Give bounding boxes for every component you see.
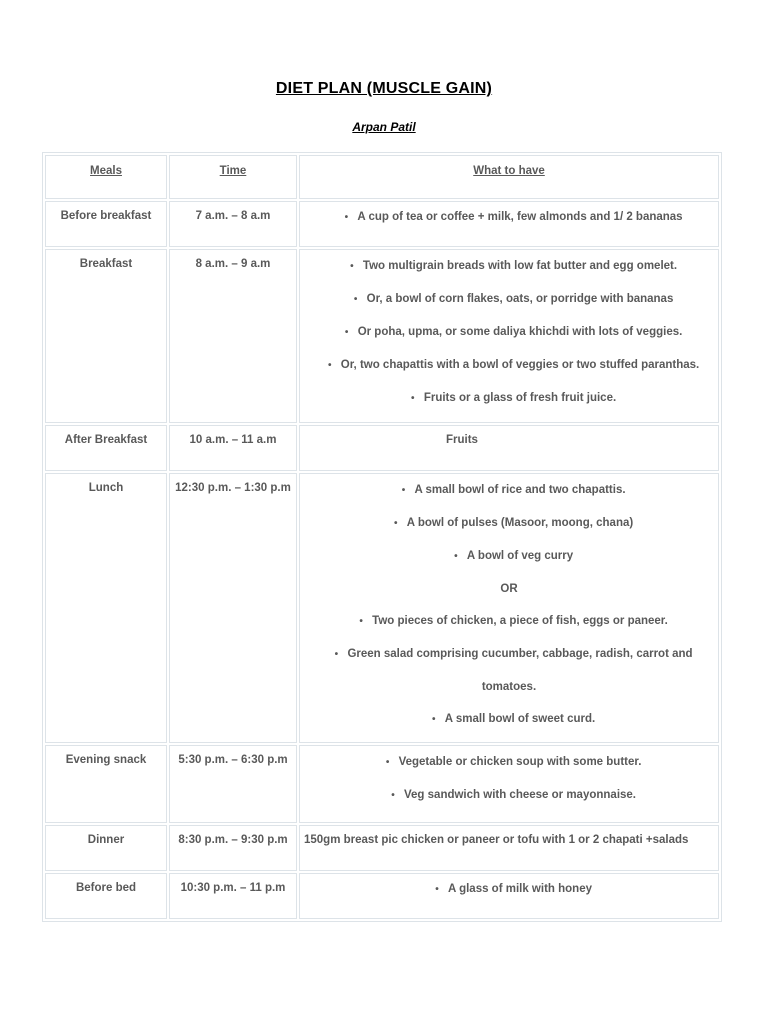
meal-label: Lunch bbox=[88, 482, 124, 494]
food-cell bbox=[299, 425, 719, 471]
header-time: Time bbox=[169, 155, 297, 199]
food-item bbox=[300, 540, 718, 573]
food-item-text: Two pieces of chicken, a piece of fish, eggs or paneer. bbox=[372, 615, 668, 627]
food-item-text: A small bowl of sweet curd. bbox=[444, 713, 596, 725]
or-separator bbox=[300, 573, 718, 605]
header-what-to-have: What to have bbox=[299, 155, 719, 199]
time-cell bbox=[169, 745, 297, 823]
table-row bbox=[45, 425, 719, 471]
time-cell bbox=[169, 473, 297, 743]
food-cell bbox=[299, 873, 719, 919]
food-item-text: Fruits or a glass of fresh fruit juice. bbox=[423, 392, 617, 404]
food-item-text: Green salad comprising cucumber, cabbage, radish, carrot and bbox=[347, 648, 693, 660]
time-label: 12:30 p.m. – 1:30 p.m bbox=[175, 482, 291, 494]
food-item bbox=[300, 507, 718, 540]
table-header-row bbox=[45, 155, 719, 199]
meal-cell bbox=[45, 473, 167, 743]
meal-label: Before bed bbox=[75, 882, 137, 894]
food-item bbox=[300, 349, 718, 382]
document-title: DIET PLAN (MUSCLE GAIN) bbox=[275, 80, 493, 97]
food-list bbox=[300, 746, 718, 812]
meal-label: After Breakfast bbox=[64, 434, 148, 446]
meal-cell bbox=[45, 425, 167, 471]
food-cell bbox=[299, 201, 719, 247]
food-item-text: A small bowl of rice and two chapattis. bbox=[414, 484, 626, 496]
food-item bbox=[300, 316, 718, 349]
time-label: 10 a.m. – 11 a.m bbox=[189, 434, 277, 446]
food-item bbox=[300, 250, 718, 283]
food-item-text: A bowl of veg curry bbox=[466, 550, 574, 562]
food-item-text: Or, a bowl of corn flakes, oats, or porridge with bananas bbox=[366, 293, 674, 305]
food-item-text: Or poha, upma, or some daliya khichdi with lots of veggies. bbox=[357, 326, 683, 338]
food-item bbox=[300, 605, 718, 638]
food-item-text: A bowl of pulses (Masoor, moong, chana) bbox=[406, 517, 634, 529]
food-item-continuation-text: tomatoes. bbox=[481, 681, 537, 693]
table-row bbox=[45, 745, 719, 823]
table-row bbox=[45, 873, 719, 919]
food-item bbox=[300, 382, 718, 415]
time-cell bbox=[169, 873, 297, 919]
header-meals: Meals bbox=[45, 155, 167, 199]
food-item-text: A glass of milk with honey bbox=[448, 883, 592, 895]
food-item bbox=[300, 874, 718, 905]
table-row bbox=[45, 825, 719, 871]
meal-label: Breakfast bbox=[79, 258, 133, 270]
food-list bbox=[300, 474, 718, 736]
food-item-text: Two multigrain breads with low fat butter and egg omelet. bbox=[362, 260, 678, 272]
document-author: Arpan Patil bbox=[352, 120, 416, 134]
food-text: Fruits bbox=[446, 434, 478, 446]
food-cell bbox=[299, 473, 719, 743]
time-label: 7 a.m. – 8 a.m bbox=[195, 210, 271, 222]
food-item-text: Veg sandwich with cheese or mayonnaise. bbox=[404, 789, 636, 801]
meal-cell bbox=[45, 745, 167, 823]
time-cell bbox=[169, 825, 297, 871]
food-list bbox=[300, 202, 718, 233]
meal-label: Before breakfast bbox=[60, 210, 152, 222]
time-label: 8:30 p.m. – 9:30 p.m bbox=[178, 834, 288, 846]
food-item bbox=[300, 202, 718, 233]
meal-cell bbox=[45, 873, 167, 919]
food-item-continuation bbox=[300, 671, 718, 703]
food-item bbox=[300, 779, 718, 812]
time-label: 8 a.m. – 9 a.m bbox=[195, 258, 271, 270]
food-list bbox=[300, 250, 718, 415]
diet-plan-table bbox=[42, 152, 722, 922]
table-row bbox=[45, 249, 719, 423]
time-label: 10:30 p.m. – 11 p.m bbox=[180, 882, 286, 894]
food-item bbox=[300, 746, 718, 779]
food-text: 150gm breast pic chicken or paneer or tofu with 1 or 2 chapati +salads bbox=[304, 834, 689, 846]
food-item-text: Or, two chapattis with a bowl of veggies or two stuffed paranthas. bbox=[340, 359, 700, 371]
food-item bbox=[300, 703, 718, 736]
food-cell bbox=[299, 249, 719, 423]
food-cell bbox=[299, 745, 719, 823]
table-row bbox=[45, 201, 719, 247]
food-item-text: A cup of tea or coffee + milk, few almonds and 1/ 2 bananas bbox=[357, 211, 683, 223]
food-item bbox=[300, 283, 718, 316]
table-row bbox=[45, 473, 719, 743]
time-cell bbox=[169, 201, 297, 247]
meal-label: Dinner bbox=[87, 834, 125, 846]
time-cell bbox=[169, 249, 297, 423]
time-cell bbox=[169, 425, 297, 471]
meal-cell bbox=[45, 249, 167, 423]
meal-label: Evening snack bbox=[65, 754, 147, 766]
food-cell bbox=[299, 825, 719, 871]
time-label: 5:30 p.m. – 6:30 p.m bbox=[178, 754, 288, 766]
food-item bbox=[300, 474, 718, 507]
food-list bbox=[300, 874, 718, 905]
meal-cell bbox=[45, 825, 167, 871]
or-separator-text: OR bbox=[500, 583, 518, 595]
food-item bbox=[300, 638, 718, 671]
food-item-text: Vegetable or chicken soup with some butter. bbox=[398, 756, 642, 768]
meal-cell bbox=[45, 201, 167, 247]
